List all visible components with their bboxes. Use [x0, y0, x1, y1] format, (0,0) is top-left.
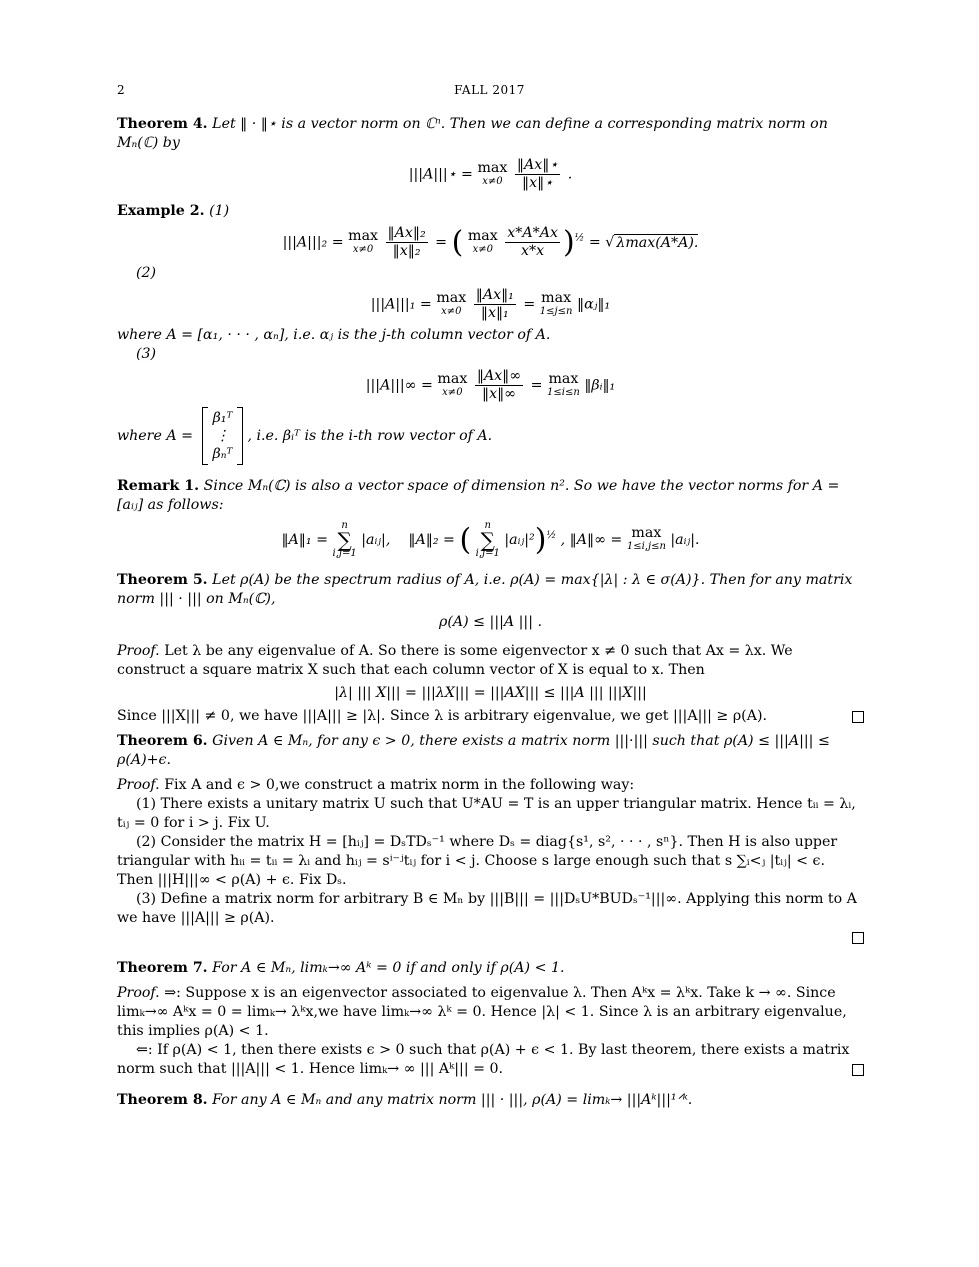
- proof-7-converse: ⇐: If ρ(A) < 1, then there exists ϵ > 0 such that ρ(A) + ϵ < 1. By last theorem, there exists a matrix norm such that |||A||| < 1. Hence limₖ→ ∞ ||| Aᵏ||| = 0.: [117, 1041, 864, 1079]
- row-vector-matrix: β₁ᵀ ⋮ βₙᵀ: [202, 407, 244, 465]
- theorem-7: Theorem 7. For A ∈ Mₙ, limₖ→∞ Aᵏ = 0 if and only if ρ(A) < 1.: [117, 960, 565, 976]
- running-title: FALL 2017: [454, 83, 525, 97]
- proof-label: Proof.: [117, 985, 160, 1001]
- theorem-label: Theorem 7.: [117, 960, 208, 976]
- proof-label: Proof.: [117, 777, 160, 793]
- proof-5-tail: Since |||X||| ≠ 0, we have |||A||| ≥ |λ|. Since λ is arbitrary eigenvalue, we get |||A||| ≥ ρ(A).: [117, 707, 864, 726]
- proof-6-step-1: (1) There exists a unitary matrix U such that U*AU = T is an upper triangular matrix. Hence tᵢᵢ = λᵢ, tᵢⱼ = 0 for i > j. Fix U.: [117, 796, 856, 831]
- proof-6-step-2: (2) Consider the matrix H = [hᵢⱼ] = DₛTDₛ⁻¹ where Dₛ = diag{s¹, s², · · · , sⁿ}. Then H is also upper triangular with hᵢᵢ = tᵢᵢ = λᵢ and hᵢⱼ = sⁱ⁻ʲtᵢⱼ for i < j. Choose s large enough such that s ∑ᵢ<ⱼ |tᵢⱼ| < ϵ. Then |||H|||∞ < ρ(A) + ϵ. Fix Dₛ.: [117, 834, 838, 888]
- theorem-4: [117, 115, 864, 153]
- theorem-5: Theorem 5. Let ρ(A) be the spectrum radius of A, i.e. ρ(A) = max{|λ| : λ ∈ σ(A)}. Then for any matrix norm ||| · ||| on Mₙ(ℂ),: [117, 572, 853, 607]
- proof-5-equation: |λ| ||| X||| = |||λX||| = |||AX||| ≤ |||A ||| |||X|||: [334, 685, 647, 701]
- remark-1-equation: ‖A‖₁ = n ∑ i,j=1 |aᵢⱼ|, ‖A‖₂ = ( n ∑ i,j=1 |aᵢⱼ|²)$^{\frac{1}{2}}$ , ‖A‖∞ = max 1≤i,j≤n |aᵢⱼ|.: [281, 520, 700, 559]
- proof-6-step-3: (3) Define a matrix norm for arbitrary B ∈ Mₙ by |||B||| = |||DₛU*BUDₛ⁻¹|||∞. Applying this norm to A we have |||A||| ≥ ρ(A).: [117, 891, 857, 926]
- qed-symbol: [852, 932, 864, 944]
- remark-1: Remark 1. Since Mₙ(ℂ) is also a vector space of dimension n². So we have the vector norms for A = [aᵢⱼ] as follows:: [117, 478, 840, 513]
- theorem-label: Theorem 6.: [117, 733, 208, 749]
- example-2-eq-2: |||A|||₁ = max x≠0 $\frac{\text{‖Ax‖₁}}{\text{‖x‖₁}}$ = max 1≤j≤n ‖αⱼ‖₁: [370, 287, 611, 321]
- example-2: Example 2. (1): [117, 203, 230, 219]
- theorem-label: Theorem 5.: [117, 572, 208, 588]
- proof-label: Proof.: [117, 643, 160, 659]
- theorem-6: Theorem 6. Given A ∈ Mₙ, for any ϵ > 0, there exists a matrix norm |||·||| such that ρ(A) ≤ |||A||| ≤ ρ(A)+ϵ.: [117, 733, 830, 768]
- example-2-where-2: where A = [α₁, · · · , αₙ], i.e. αⱼ is the j-th column vector of A.: [117, 327, 551, 343]
- qed-symbol: [852, 1064, 864, 1076]
- proof-7: Proof. ⇒: Suppose x is an eigenvector associated to eigenvalue λ. Then Aᵏx = λᵏx. Take k → ∞. Since limₖ→∞ Aᵏx = 0 = limₖ→ λᵏx,we have limₖ→∞ λᵏ = 0. Hence |λ| < 1. Since λ is an arbitrary eigenvalue, this implies ρ(A) < 1.: [117, 985, 847, 1039]
- theorem-label: Theorem 8.: [117, 1092, 208, 1108]
- theorem-label: Theorem 4.: [117, 116, 208, 132]
- example-label: Example 2.: [117, 203, 205, 219]
- remark-label: Remark 1.: [117, 478, 200, 494]
- page-body: Theorem 4. Let ‖ · ‖⋆ is a vector norm on ℂⁿ. Then we can define a corresponding matrix norm on Mₙ(ℂ) by |||A|||⋆ = max x≠0 $\frac{‖Ax‖⋆}{‖x‖⋆}$ . Example 2. (1) |||A|||₂ = max x≠0 $\frac{\text{‖Ax‖₂}}{\text{‖x‖₂}}$ = ( max x≠0 $\frac{x*A*Ax}{x*x}$ )$^{\frac{1}{2}}$ = √ λmax(A*A). (2) |||A|||₁ = max x≠0 $\frac{\text{‖Ax‖₁}}{\text{‖x‖₁}}$ = max 1≤j≤n ‖αⱼ‖₁ where A = [α₁, · · · , αₙ], i.e. αⱼ is the j-th column vector of A. (3) |||A|||∞ = max x≠0 $\frac{‖Ax‖\infty}{‖x‖\infty}$ = max 1≤i≤n ‖βᵢ‖₁ where A = β₁ᵀ ⋮ βₙᵀ, i.e. βᵢᵀ is the i-th row vector of A. Remark 1. Since Mₙ(ℂ) is also a vector space of dimension n². So we have the vector norms for A = [aᵢⱼ] as follows: ‖A‖₁ = n ∑ i,j=1 |aᵢⱼ|, ‖A‖₂ = ( n ∑ i,j=1 |aᵢⱼ|²)$^{\frac{1}{2}}$ , ‖A‖∞ = max 1≤i,j≤n |aᵢⱼ|. Theorem 5. Let ρ(A) be the spectrum radius of A, i.e. ρ(A) = max{|λ| : λ ∈ σ(A)}. Then for any matrix norm ||| · ||| on Mₙ(ℂ), ρ(A) ≤ |||A ||| . Proof. Let λ be any eigenvalue of A. So there is some eigenvector x ≠ 0 such that Ax = λx. We construct a square matrix X such that each column vector of X is equal to x. Then |λ| ||| X||| = |||λX||| = |||AX||| ≤ |||A ||| |||X||| Since |||X||| ≠ 0, we have |||A||| ≥ |λ|. Since λ is arbitrary eigenvalue, we get |||A||| ≥ ρ(A). Theorem 6. Given A ∈ Mₙ, for any ϵ > 0, there exists a matrix norm |||·||| such that ρ(A) ≤ |||A||| ≤ ρ(A)+ϵ. Proof. Fix A and ϵ > 0,we construct a matrix norm in the following way: (1) There exists a unitary matrix U such that U*AU = T is an upper triangular matrix. Hence tᵢᵢ = λᵢ, tᵢⱼ = 0 for i > j. Fix U. (2) Consider the matrix H = [hᵢⱼ] = DₛTDₛ⁻¹ where Dₛ = diag{s¹, s², · · · , sⁿ}. Then H is also upper triangular with hᵢᵢ = tᵢᵢ = λᵢ and hᵢⱼ = sⁱ⁻ʲtᵢⱼ for i < j. Choose s large enough such that s ∑ᵢ<ⱼ |tᵢⱼ| < ϵ. Then |||H|||∞ < ρ(A) + ϵ. Fix Dₛ. (3) Define a matrix norm for arbitrary B ∈ Mₙ by |||B||| = |||DₛU*BUDₛ⁻¹|||∞. Applying this norm to A we have |||A||| ≥ ρ(A). Theorem 7. For A ∈ Mₙ, limₖ→∞ Aᵏ = 0 if and only if ρ(A) < 1. Proof. ⇒: Suppose x is an eigenvector associated to eigenvalue λ. Then Aᵏx = λᵏx. Take k → ∞. Since limₖ→∞ Aᵏx = 0 = limₖ→ λᵏx,we have limₖ→∞ λᵏ = 0. Hence |λ| < 1. Since λ is an arbitrary eigenvalue, this implies ρ(A) < 1. ⇐: If ρ(A) < 1, then there exists ϵ > 0 such that ρ(A) + ϵ < 1. By last theorem, there exists a matrix norm such that |||A||| < 1. Hence limₖ→ ∞ ||| Aᵏ||| = 0. Theorem 8. For any A ∈ Mₙ and any matrix norm ||| · |||, ρ(A) = limₖ→ |||Aᵏ|||¹ᐟᵏ.: [117, 115, 864, 1110]
- proof-5: Proof. Let λ be any eigenvalue of A. So there is some eigenvector x ≠ 0 such that Ax = λx. We construct a square matrix X such that each column vector of X is equal to x. Then: [117, 643, 793, 678]
- theorem-5-equation: ρ(A) ≤ |||A ||| .: [438, 614, 543, 630]
- proof-6: Proof. Fix A and ϵ > 0,we construct a matrix norm in the following way:: [117, 777, 635, 793]
- example-2-where-3: where A = β₁ᵀ ⋮ βₙᵀ, i.e. βᵢᵀ is the i-th row vector of A.: [117, 407, 864, 465]
- page-number: 2: [117, 83, 125, 97]
- example-2-eq-3: |||A|||∞ = max x≠0 $\frac{‖Ax‖\infty}{‖x‖\infty}$ = max 1≤i≤n ‖βᵢ‖₁: [365, 368, 616, 402]
- example-2-eq-1: |||A|||₂ = max x≠0 $\frac{\text{‖Ax‖₂}}{\text{‖x‖₂}}$ = ( max x≠0 $\frac{x*A*Ax}{x*x}$ )$^{\frac{1}{2}}$ = √ λmax(A*A).: [282, 225, 699, 260]
- theorem-4-equation: |||A|||⋆ = max x≠0 $\frac{‖Ax‖⋆}{‖x‖⋆}$ .: [408, 157, 573, 191]
- qed-symbol: [852, 711, 864, 723]
- theorem-text: Let ‖ · ‖⋆ is a vector norm on ℂⁿ. Then we can define a corresponding matrix norm on Mₙ(ℂ) by: [117, 116, 828, 151]
- theorem-8: Theorem 8. For any A ∈ Mₙ and any matrix norm ||| · |||, ρ(A) = limₖ→ |||Aᵏ|||¹ᐟᵏ.: [117, 1092, 693, 1108]
